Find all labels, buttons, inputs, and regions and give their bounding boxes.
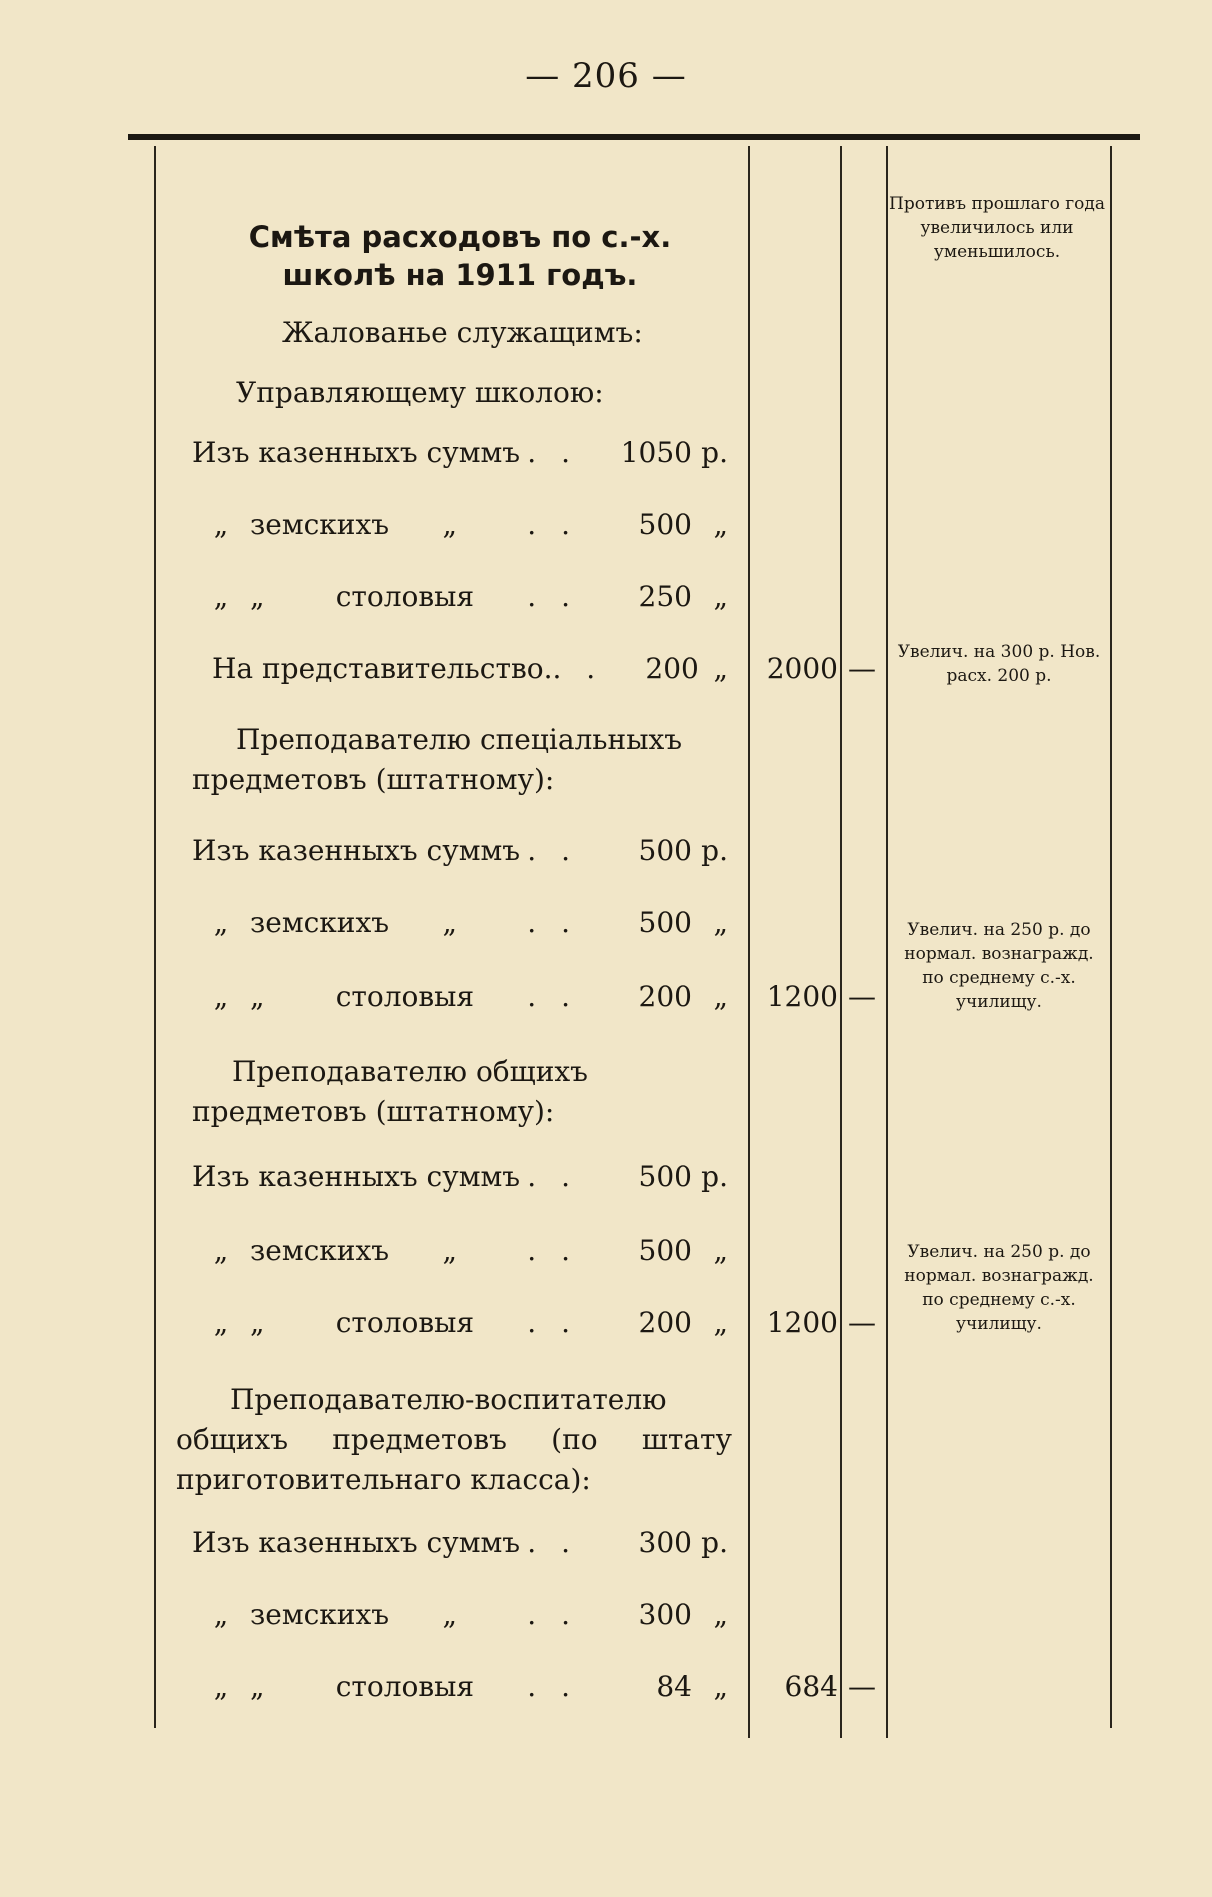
column-rule-totals-left bbox=[748, 146, 750, 1738]
line-dots: . . bbox=[527, 580, 578, 613]
expense-line bbox=[212, 652, 728, 692]
line-label: Изъ казенныхъ суммъ bbox=[192, 834, 521, 867]
expense-line bbox=[192, 834, 728, 874]
line-label: Изъ казенныхъ суммъ bbox=[192, 1526, 521, 1559]
line-unit: р. bbox=[701, 436, 728, 469]
line-dots: . . bbox=[527, 1306, 578, 1339]
line-unit: „ bbox=[713, 1234, 728, 1267]
line-unit: „ bbox=[713, 1598, 728, 1631]
change-dash: — bbox=[848, 980, 876, 1013]
group-heading: Преподавателю спеціальныхъ предметовъ (штатному): bbox=[192, 723, 683, 796]
line-dots: . . bbox=[552, 652, 604, 685]
line-unit: „ bbox=[713, 508, 728, 541]
change-column-header: Противъ прошлаго года увеличилось или уменьшилось. bbox=[889, 194, 1105, 262]
line-amount: 200 bbox=[638, 980, 692, 1013]
line-unit: „ bbox=[713, 580, 728, 613]
line-unit: р. bbox=[701, 1160, 728, 1193]
line-amount: 500 bbox=[638, 834, 692, 867]
group-heading: Управляющему школою: bbox=[236, 376, 604, 409]
expense-line bbox=[192, 1306, 728, 1346]
line-label: Изъ казенныхъ суммъ bbox=[192, 436, 521, 469]
group-heading: Преподавателю-воспитателю общихъ предметовъ (по штату приготовительнаго класса): bbox=[176, 1383, 732, 1496]
line-label: На представительство. bbox=[212, 652, 553, 685]
column-rule-right bbox=[1110, 146, 1112, 1728]
top-rule bbox=[128, 134, 1140, 140]
column-rule-totals-right bbox=[840, 146, 842, 1738]
line-label: „ столовыя bbox=[250, 580, 475, 613]
line-dots: . . bbox=[527, 436, 578, 469]
ditto-mark: „ bbox=[213, 580, 229, 613]
group-total: 684 bbox=[784, 1670, 838, 1703]
line-amount: 300 bbox=[638, 1526, 692, 1559]
expense-line bbox=[192, 508, 728, 548]
line-dots: . . bbox=[527, 980, 578, 1013]
expense-line bbox=[192, 1160, 728, 1200]
line-unit: р. bbox=[701, 834, 728, 867]
line-amount: 500 bbox=[638, 1160, 692, 1193]
line-unit: „ bbox=[713, 1306, 728, 1339]
ditto-mark: „ bbox=[213, 508, 229, 541]
line-amount: 200 bbox=[638, 1306, 692, 1339]
line-amount: 1050 bbox=[620, 436, 692, 469]
change-dash: — bbox=[848, 1670, 876, 1703]
change-dash: — bbox=[848, 1306, 876, 1339]
line-amount: 300 bbox=[638, 1598, 692, 1631]
line-unit: „ bbox=[713, 1670, 728, 1703]
line-amount: 200 bbox=[645, 652, 699, 685]
group-total: 1200 bbox=[766, 980, 838, 1013]
line-label: земскихъ „ bbox=[250, 508, 457, 541]
line-unit: „ bbox=[713, 980, 728, 1013]
line-amount: 84 bbox=[656, 1670, 692, 1703]
line-dots: . . bbox=[527, 1526, 578, 1559]
expense-line bbox=[192, 980, 728, 1020]
expense-line bbox=[192, 906, 728, 946]
change-note: Увелич. на 250 р. до нормал. вознагражд. по среднему с.-х. училищу. bbox=[904, 1242, 1094, 1334]
line-amount: 500 bbox=[638, 1234, 692, 1267]
expense-line bbox=[192, 1670, 728, 1710]
line-dots: . . bbox=[527, 1670, 578, 1703]
ditto-mark: „ bbox=[213, 980, 229, 1013]
document-title: Смѣта расходовъ по с.-х. школѣ на 1911 годъ. bbox=[248, 220, 672, 292]
expense-line bbox=[192, 580, 728, 620]
change-note: Увелич. на 250 р. до нормал. вознагражд. по среднему с.-х. училищу. bbox=[904, 920, 1094, 1012]
expense-line bbox=[192, 436, 728, 476]
expense-line bbox=[192, 1526, 728, 1566]
line-label: „ столовыя bbox=[250, 1670, 475, 1703]
line-dots: . . bbox=[527, 906, 578, 939]
line-unit: „ bbox=[713, 906, 728, 939]
line-dots: . . bbox=[527, 1234, 578, 1267]
line-amount: 500 bbox=[638, 508, 692, 541]
section-heading: Жалованье служащимъ: bbox=[282, 316, 643, 349]
group-total: 1200 bbox=[766, 1306, 838, 1339]
page-number: — 206 — bbox=[525, 56, 687, 96]
column-rule-left bbox=[154, 146, 156, 1728]
ditto-mark: „ bbox=[213, 1234, 229, 1267]
line-dots: . . bbox=[527, 508, 578, 541]
line-dots: . . bbox=[527, 1160, 578, 1193]
change-dash: — bbox=[848, 652, 876, 685]
line-label: „ столовыя bbox=[250, 980, 475, 1013]
line-label: Изъ казенныхъ суммъ bbox=[192, 1160, 521, 1193]
line-dots: . . bbox=[527, 1598, 578, 1631]
ditto-mark: „ bbox=[213, 1670, 229, 1703]
group-heading: Преподавателю общихъ предметовъ (штатному): bbox=[192, 1055, 588, 1128]
ditto-mark: „ bbox=[213, 1306, 229, 1339]
line-label: земскихъ „ bbox=[250, 1598, 457, 1631]
line-dots: . . bbox=[527, 834, 578, 867]
line-unit: р. bbox=[701, 1526, 728, 1559]
change-note: Увелич. на 300 р. Нов. расх. 200 р. bbox=[897, 642, 1101, 686]
ditto-mark: „ bbox=[213, 1598, 229, 1631]
ditto-mark: „ bbox=[213, 906, 229, 939]
group-total: 2000 bbox=[766, 652, 838, 685]
line-unit: „ bbox=[713, 652, 728, 685]
line-label: земскихъ „ bbox=[250, 1234, 457, 1267]
expense-line bbox=[192, 1598, 728, 1638]
line-label: „ столовыя bbox=[250, 1306, 475, 1339]
expense-line bbox=[192, 1234, 728, 1274]
line-amount: 250 bbox=[638, 580, 692, 613]
line-label: земскихъ „ bbox=[250, 906, 457, 939]
column-rule-dash bbox=[886, 146, 888, 1738]
line-amount: 500 bbox=[638, 906, 692, 939]
